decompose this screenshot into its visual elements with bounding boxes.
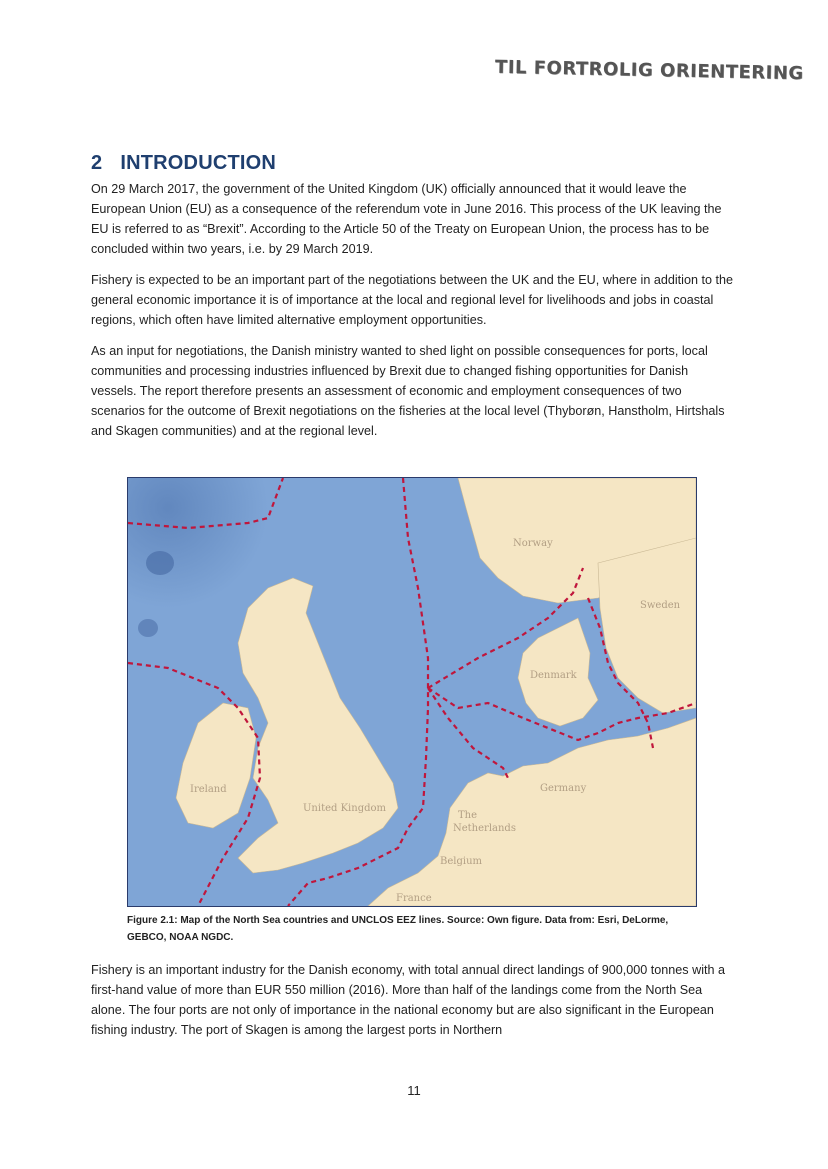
label-united-kingdom: United Kingdom: [303, 803, 386, 814]
label-france: France: [396, 893, 432, 904]
label-belgium: Belgium: [440, 856, 482, 867]
section-number: 2: [91, 152, 103, 174]
label-netherlands-2: Netherlands: [453, 823, 516, 834]
paragraph-2: Fishery is expected to be an important part of the negotiations between the UK and the EU, where in addition to the general economic importance it is of importance at the local and regional level for livelihoods and jobs in coastal regions, which often have limited alternative employment opportunities.: [91, 273, 733, 327]
label-sweden: Sweden: [640, 600, 681, 611]
seamount: [138, 619, 158, 637]
map-graphic: [128, 478, 696, 906]
label-germany: Germany: [540, 783, 587, 794]
page-number: 11: [407, 1083, 421, 1098]
label-netherlands-1: The: [458, 810, 478, 821]
paragraph-4: Fishery is an important industry for the Danish economy, with total annual direct landings of 900,000 tonnes with a first-hand value of more than EUR 550 million (2016). More than half of the landings come from the North Sea alone. The four ports are not only of importance in the national economy but are also significant in the European fishing industry. The port of Skagen is among the largest ports in Northern: [91, 963, 725, 1037]
north-sea-map: [127, 477, 697, 907]
label-norway: Norway: [513, 538, 553, 549]
lower-content: [91, 960, 733, 1051]
paragraph-1: On 29 March 2017, the government of the United Kingdom (UK) officially announced that it would leave the European Union (EU) as a consequence of the referendum vote in June 2016. This process of the UK leaving the EU is referred to as “Brexit”. According to the Article 50 of the Treaty on European Union, the process has to be concluded within two years, i.e. by 29 March 2019.: [91, 182, 722, 256]
section-content: [91, 152, 733, 452]
section-heading: [91, 152, 733, 175]
section-title: INTRODUCTION: [120, 152, 277, 174]
paragraph-3: As an input for negotiations, the Danish ministry wanted to shed light on possible consequences for ports, local communities and processing industries influenced by Brexit due to changed fishing opportunities for Danish vessels. The report therefore presents an assessment of economic and employment consequences of two scenarios for the outcome of Brexit negotiations on the fisheries at the local level (Thyborøn, Hanstholm, Hirtshals and Skagen communities) and at the regional level.: [91, 344, 725, 438]
label-denmark: Denmark: [530, 670, 577, 681]
label-ireland: Ireland: [190, 784, 227, 795]
seamount: [146, 551, 174, 575]
figure-caption: Figure 2.1: Map of the North Sea countries and UNCLOS EEZ lines. Source: Own figure. Data from: Esri, DeLorme, GEBCO, NOAA NGDC.: [127, 915, 669, 943]
confidential-stamp: TIL FORTROLIG ORIENTERING: [495, 56, 805, 85]
